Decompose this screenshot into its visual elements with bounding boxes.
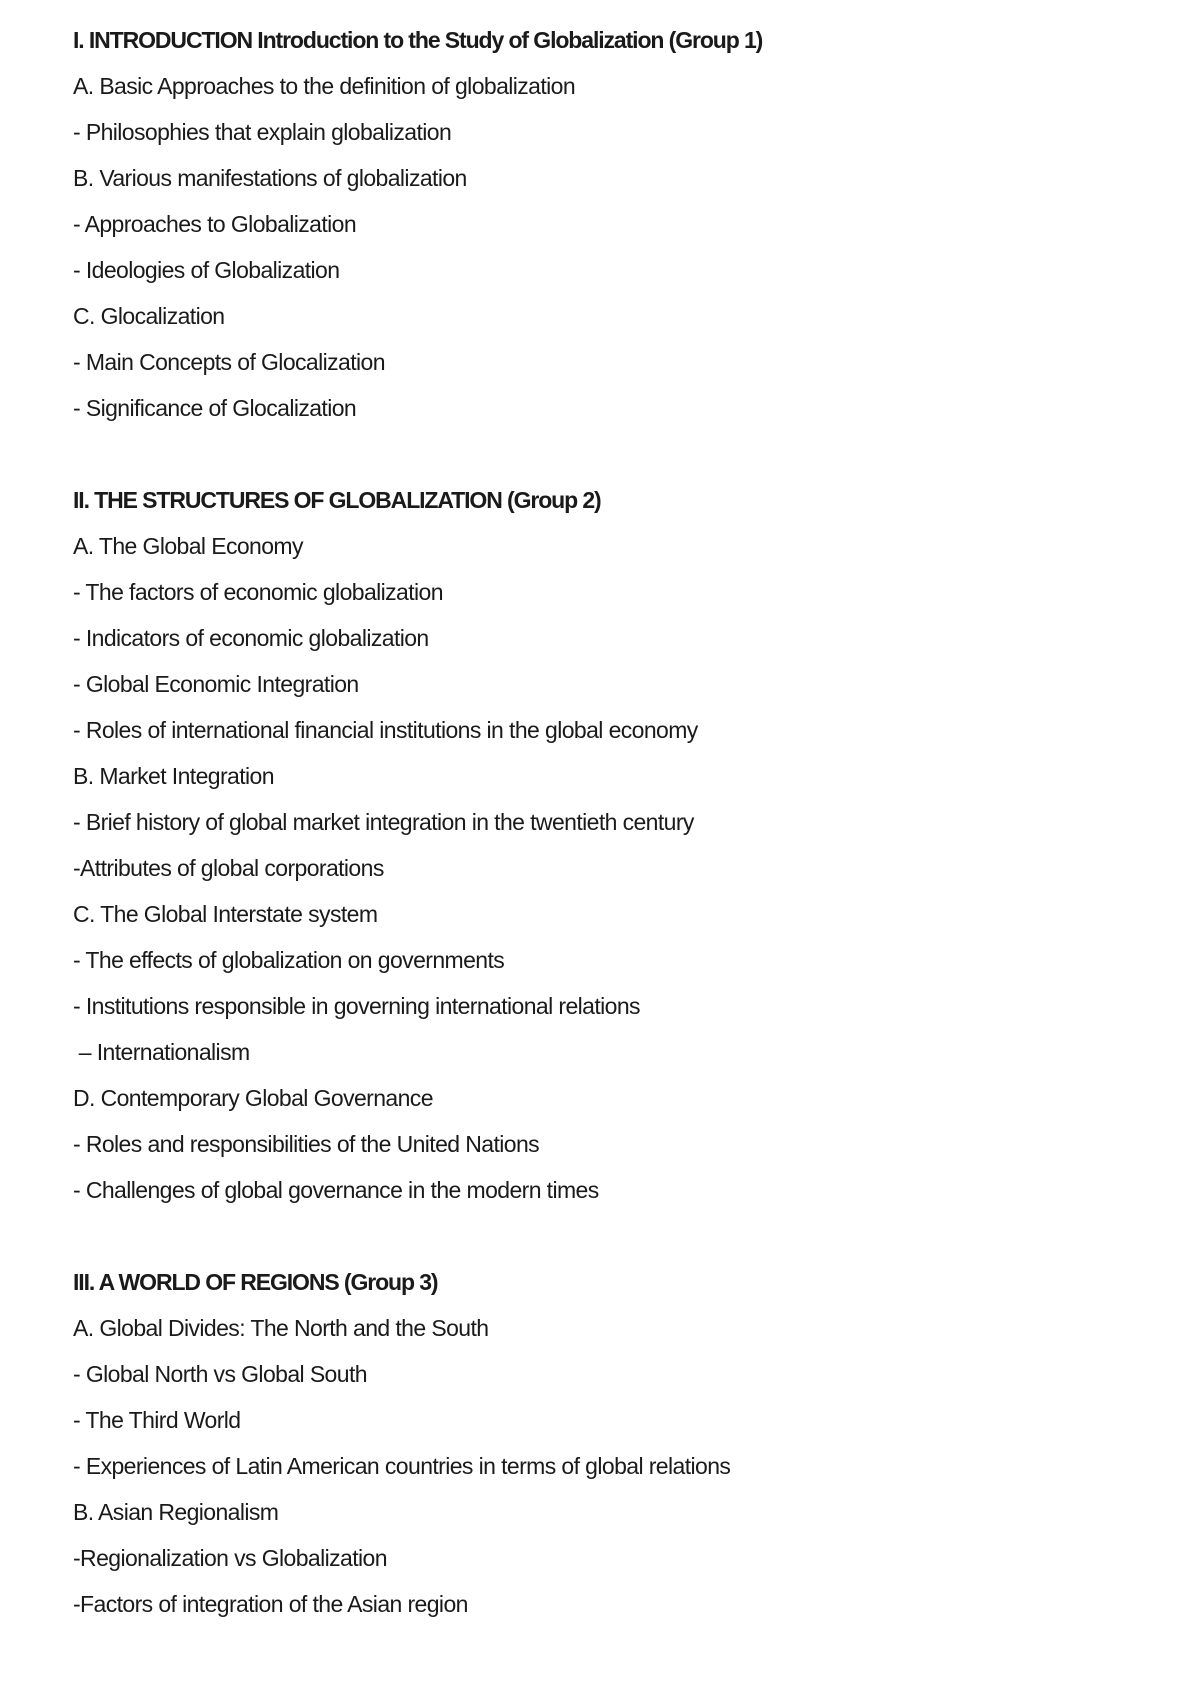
outline-item: - Main Concepts of Glocalization (73, 349, 385, 375)
outline-item: -Regionalization vs Globalization (73, 1545, 387, 1571)
outline-item: - Experiences of Latin American countries in terms of global relations (73, 1453, 731, 1479)
outline-item: A. The Global Economy (73, 533, 303, 559)
section-heading: III. A WORLD OF REGIONS (Group 3) (73, 1269, 438, 1295)
outline-item: -Attributes of global corporations (73, 855, 384, 881)
outline-item: - Global Economic Integration (73, 671, 359, 697)
outline-item: - Global North vs Global South (73, 1361, 367, 1387)
outline-item: - Challenges of global governance in the modern times (73, 1177, 599, 1203)
section-3 (73, 1264, 1153, 1632)
outline-item: - The Third World (73, 1407, 241, 1433)
outline-item: - Significance of Glocalization (73, 395, 357, 421)
section-heading: I. INTRODUCTION Introduction to the Study of Globalization (Group 1) (73, 27, 763, 53)
outline-item: - Roles and responsibilities of the United Nations (73, 1131, 540, 1157)
section-heading: II. THE STRUCTURES OF GLOBALIZATION (Group 2) (73, 487, 601, 513)
outline-item: B. Various manifestations of globalization (73, 165, 467, 191)
outline-item: - Approaches to Globalization (73, 211, 357, 237)
outline-document (73, 22, 1153, 1678)
outline-item: - Philosophies that explain globalization (73, 119, 452, 145)
section-2 (73, 482, 1153, 1218)
outline-item: - Institutions responsible in governing international relations (73, 993, 640, 1019)
outline-item: B. Asian Regionalism (73, 1499, 279, 1525)
outline-item: D. Contemporary Global Governance (73, 1085, 433, 1111)
outline-item: - Roles of international financial institutions in the global economy (73, 717, 698, 743)
outline-item: B. Market Integration (73, 763, 274, 789)
outline-item: - The factors of economic globalization (73, 579, 443, 605)
section-1 (73, 22, 1153, 436)
outline-item: C. The Global Interstate system (73, 901, 378, 927)
outline-item: - The effects of globalization on governments (73, 947, 505, 973)
outline-item: C. Glocalization (73, 303, 225, 329)
outline-item: - Indicators of economic globalization (73, 625, 429, 651)
outline-item: A. Basic Approaches to the definition of globalization (73, 73, 576, 99)
outline-item: -Factors of integration of the Asian region (73, 1591, 468, 1617)
outline-item: - Brief history of global market integration in the twentieth century (73, 809, 694, 835)
outline-item: A. Global Divides: The North and the South (73, 1315, 489, 1341)
outline-item: - Ideologies of Globalization (73, 257, 340, 283)
outline-item: – Internationalism (73, 1039, 250, 1065)
